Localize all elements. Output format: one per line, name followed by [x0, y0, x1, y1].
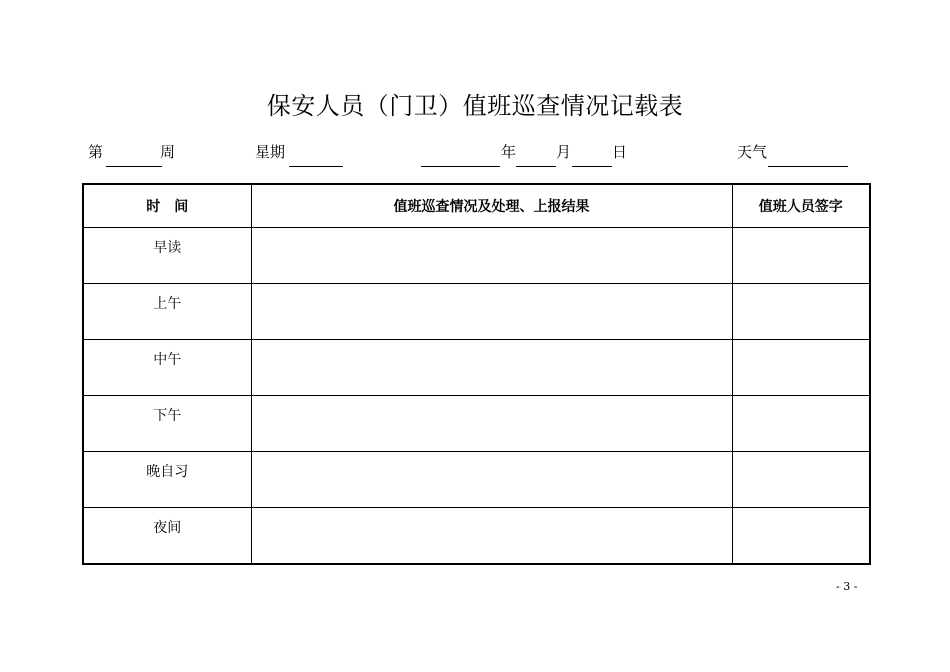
- label-tianqi: 天气: [737, 143, 768, 161]
- header-time: 时 间: [83, 184, 251, 228]
- weekday-field[interactable]: [289, 166, 343, 167]
- period-cell: 晚自习: [83, 452, 251, 508]
- table-row: [83, 452, 870, 508]
- result-cell[interactable]: [251, 396, 732, 452]
- result-cell[interactable]: [251, 340, 732, 396]
- label-zhou: 周: [160, 143, 176, 161]
- table-row: [83, 284, 870, 340]
- table-row: [83, 228, 870, 284]
- signature-cell[interactable]: [732, 452, 870, 508]
- signature-cell[interactable]: [732, 284, 870, 340]
- label-xingqi: 星期: [255, 143, 286, 161]
- period-cell: 下午: [83, 396, 251, 452]
- signature-cell[interactable]: [732, 508, 870, 565]
- period-cell: 上午: [83, 284, 251, 340]
- period-cell: 夜间: [83, 508, 251, 565]
- result-cell[interactable]: [251, 228, 732, 284]
- day-field[interactable]: [572, 166, 612, 167]
- signature-cell[interactable]: [732, 340, 870, 396]
- month-field[interactable]: [516, 166, 556, 167]
- table-row: [83, 396, 870, 452]
- result-cell[interactable]: [251, 284, 732, 340]
- label-nian: 年: [501, 143, 517, 161]
- header-result: 值班巡查情况及处理、上报结果: [251, 184, 732, 228]
- table-row: [83, 340, 870, 396]
- year-field[interactable]: [421, 166, 500, 167]
- label-ri: 日: [612, 143, 628, 161]
- weather-field[interactable]: [768, 166, 848, 167]
- header-signature: 值班人员签字: [732, 184, 870, 228]
- signature-cell[interactable]: [732, 228, 870, 284]
- label-yue: 月: [556, 143, 572, 161]
- table-row: [83, 508, 870, 565]
- table-header-row: [83, 184, 870, 228]
- form-title: 保安人员（门卫）值班巡查情况记载表: [266, 92, 684, 120]
- label-di: 第: [88, 143, 104, 161]
- period-cell: 中午: [83, 340, 251, 396]
- week-number-field[interactable]: [106, 166, 162, 167]
- patrol-record-table: [82, 183, 871, 565]
- result-cell[interactable]: [251, 508, 732, 565]
- result-cell[interactable]: [251, 452, 732, 508]
- page-number: - 3 -: [836, 580, 858, 593]
- period-cell: 早读: [83, 228, 251, 284]
- signature-cell[interactable]: [732, 396, 870, 452]
